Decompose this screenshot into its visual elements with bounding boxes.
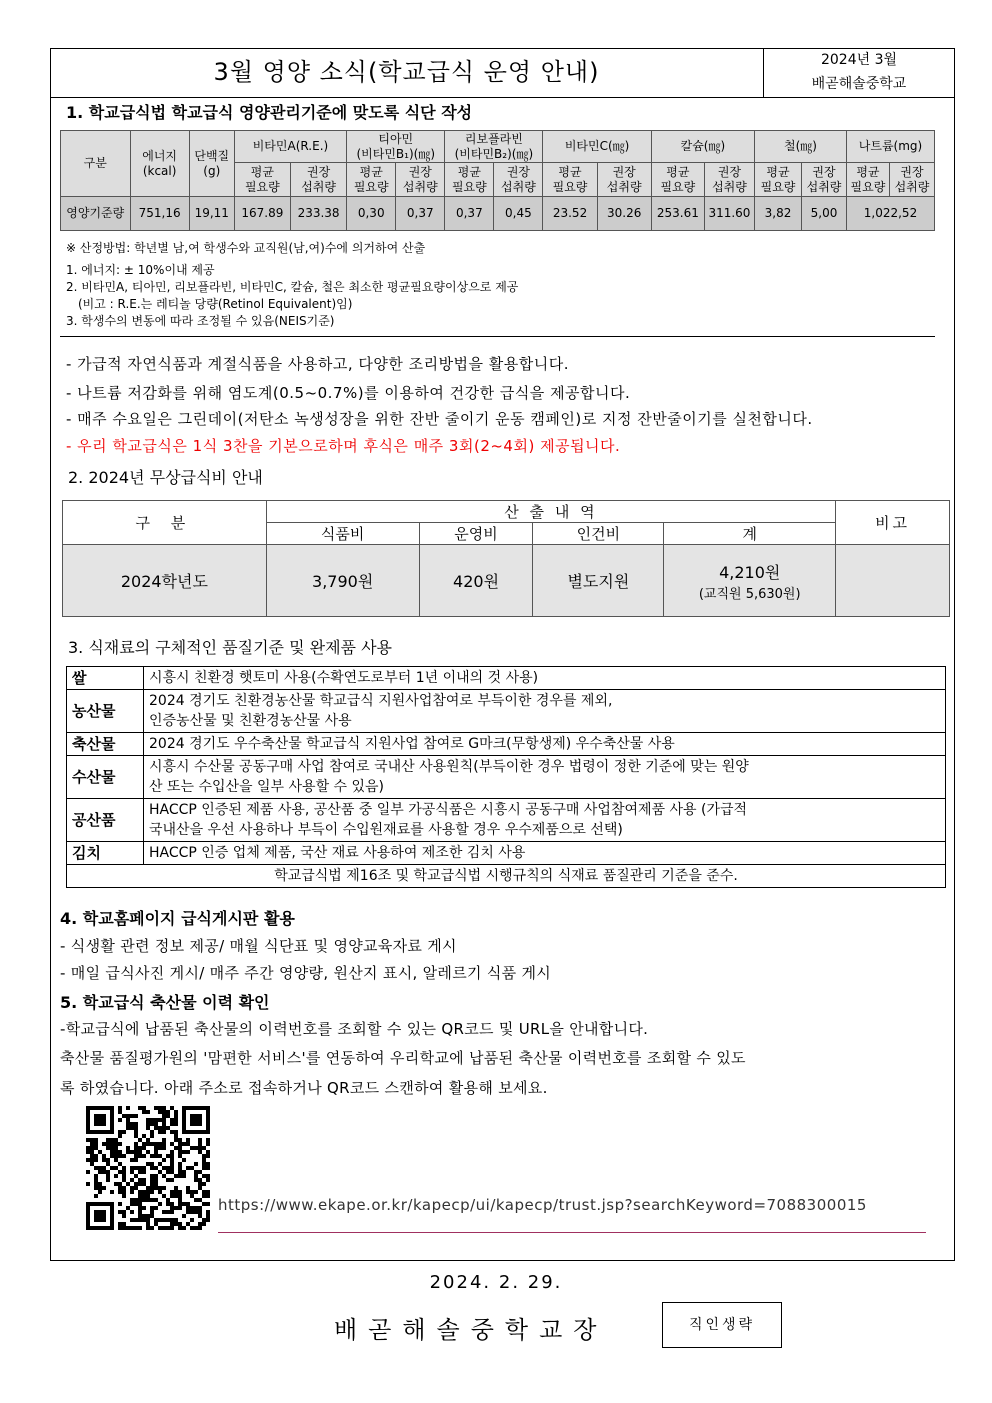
sub-avg: 평균 필요량 xyxy=(543,163,597,197)
note-method: ※ 산정방법: 학년별 남,여 학생수와 교직원(남,여)수에 의거하여 산출 xyxy=(66,241,426,255)
fee-staff: (교직원 5,630원) xyxy=(698,586,801,602)
sub-rec: 권장 섭취량 xyxy=(802,163,847,197)
q-processed-text: HACCP 인증된 제품 사용, 공산품 중 일부 가공식품은 시흥시 공동구매 사업참여제품 사용 (가급적 국내산을 우선 사용하나 부득이 수입원재료를 사용할 경우 우수제품으로 선택) xyxy=(144,799,946,842)
issue-date: 2024년 3월 xyxy=(820,52,898,68)
section4-title: 4. 학교홈페이지 급식게시판 활용 xyxy=(60,909,295,928)
sub-rec: 권장 섭취량 xyxy=(704,163,754,197)
col-gubun: 구분 xyxy=(61,131,131,197)
col-iron: 철(㎎) xyxy=(755,131,847,163)
val-ribo-avg: 0,37 xyxy=(445,197,494,231)
sub-rec: 권장 섭취량 xyxy=(494,163,543,197)
section3-title: 3. 식재료의 구체적인 품질기준 및 완제품 사용 xyxy=(68,638,392,657)
note-remark: (비고 : R.E.는 레티놀 당량(Retinol Equivalent)임) xyxy=(78,297,353,311)
q-seafood-text: 시흥시 수산물 공동구매 사업 참여로 국내산 사용원칙(부득이한 경우 법령이 정한 기준에 맞는 원양 산 또는 수입산을 일부 사용할 수 있음) xyxy=(144,756,946,799)
fee-ops: 420원 xyxy=(419,545,533,617)
sub-avg: 평균 필요량 xyxy=(445,163,494,197)
quality-table xyxy=(66,666,946,888)
col-vitC: 비타민C(㎎) xyxy=(543,131,651,163)
bullet-3: - 매주 수요일은 그린데이(저탄소 녹생성장을 위한 잔반 줄이기 운동 캠페인)로 지정 잔반줄이기를 실천합니다. xyxy=(66,410,813,428)
fee-labor: 별도지원 xyxy=(533,545,664,617)
val-protein: 19,11 xyxy=(189,197,234,231)
q-seafood-label: 수산물 xyxy=(67,756,144,799)
title-bar xyxy=(50,48,955,98)
stamp-box: 직인생략 xyxy=(662,1302,782,1348)
sub-avg: 평균 필요량 xyxy=(234,163,290,197)
fee-col-note: 비고 xyxy=(836,501,950,545)
q-kimchi-label: 김치 xyxy=(67,842,144,865)
fee-col-labor: 인건비 xyxy=(533,523,664,545)
val-fe-avg: 3,82 xyxy=(755,197,802,231)
q-livestock-text: 2024 경기도 우수축산물 학교급식 지원사업 참여로 G마크(무항생제) 우수축산물 사용 xyxy=(144,733,946,756)
sec4-line-2: - 매일 급식사진 게시/ 매주 주간 영양량, 원산지 표시, 알레르기 식품 게시 xyxy=(60,964,552,982)
val-ca-rec: 311.60 xyxy=(704,197,754,231)
sub-rec: 권장 섭취량 xyxy=(290,163,346,197)
bullet-4-highlight: - 우리 학교급식은 1식 3찬을 기본으로하며 후식은 매주 3회(2~4회) 제공됩니다. xyxy=(66,437,621,455)
col-protein: 단백질 (g) xyxy=(189,131,234,197)
qr-code-icon[interactable] xyxy=(86,1106,210,1230)
bullet-2: - 나트륨 저감화를 위해 염도계(0.5~0.7%)를 이용하여 건강한 급식을 제공합니다. xyxy=(66,384,631,402)
meal-fee-table xyxy=(62,500,950,617)
val-sodium: 1,022,52 xyxy=(846,197,934,231)
q-processed-label: 공산품 xyxy=(67,799,144,842)
fee-year: 2024학년도 xyxy=(63,545,267,617)
fee-col-total: 계 xyxy=(664,523,836,545)
section2-title: 2. 2024년 무상급식비 안내 xyxy=(68,468,263,487)
sub-avg: 평균 필요량 xyxy=(755,163,802,197)
val-fe-rec: 5,00 xyxy=(802,197,847,231)
val-ca-avg: 253.61 xyxy=(651,197,704,231)
school-name: 배곧해솔중학교 xyxy=(811,76,907,92)
note-3: 3. 학생수의 변동에 따라 조정될 수 있음(NEIS기준) xyxy=(66,314,335,328)
q-kimchi-text: HACCP 인증 업체 제품, 국산 재료 사용하여 제조한 김치 사용 xyxy=(144,842,946,865)
fee-note xyxy=(836,545,950,617)
q-footer: 학교급식법 제16조 및 학교급식법 시행규칙의 식재료 품질관리 기준을 준수. xyxy=(67,865,946,888)
q-agri-text: 2024 경기도 친환경농산물 학교급식 지원사업참여로 부득이한 경우를 제외, 인증농산물 및 친환경농산물 사용 xyxy=(144,690,946,733)
sub-rec: 권장 섭취량 xyxy=(597,163,651,197)
fee-total: 4,210원 (교직원 5,630원) xyxy=(664,545,836,617)
fee-col-food: 식품비 xyxy=(266,523,419,545)
val-thi-avg: 0,30 xyxy=(347,197,396,231)
note-2: 2. 비타민A, 티아민, 리보플라빈, 비타민C, 칼슘, 철은 최소한 평균필요량이상으로 제공 xyxy=(66,280,519,294)
sub-avg: 평균 필요량 xyxy=(347,163,396,197)
col-thiamin: 티아민 (비타민B₁)(㎎) xyxy=(347,131,445,163)
sub-avg: 평균 필요량 xyxy=(651,163,704,197)
q-rice-label: 쌀 xyxy=(67,667,144,690)
q-agri-label: 농산물 xyxy=(67,690,144,733)
section5-title: 5. 학교급식 축산물 이력 확인 xyxy=(60,993,270,1012)
fee-col-detail: 산 출 내 역 xyxy=(266,501,835,523)
col-energy: 에너지 (kcal) xyxy=(130,131,189,197)
sub-rec: 권장 섭취량 xyxy=(396,163,445,197)
page-title: 3월 영양 소식(학교급식 운영 안내) xyxy=(213,58,600,86)
fee-col-gubun: 구 분 xyxy=(63,501,267,545)
col-sodium: 나트륨(mg) xyxy=(846,131,934,163)
footer-date: 2024. 2. 29. xyxy=(429,1272,563,1293)
principal-name: 배곧해솔중학교장 xyxy=(334,1316,608,1344)
fee-col-ops: 운영비 xyxy=(419,523,533,545)
sub-avg: 평균 필요량 xyxy=(846,163,889,197)
row-label: 영양기준량 xyxy=(61,197,131,231)
q-livestock-label: 축산물 xyxy=(67,733,144,756)
note-1: 1. 에너지: ± 10%이내 제공 xyxy=(66,263,215,277)
sub-rec: 권장 섭취량 xyxy=(889,163,934,197)
col-riboflavin: 리보플라빈 (비타민B₂)(㎎) xyxy=(445,131,543,163)
trace-url-link[interactable]: https://www.ekape.or.kr/kapecp/ui/kapecp/trust.jsp?searchKeyword=7088300015 xyxy=(218,1196,867,1214)
q-rice-text: 시흥시 친환경 햇토미 사용(수확연도로부터 1년 이내의 것 사용) xyxy=(144,667,946,690)
val-thi-rec: 0,37 xyxy=(396,197,445,231)
col-calcium: 칼슘(㎎) xyxy=(651,131,754,163)
nutrition-table xyxy=(60,130,935,231)
val-energy: 751,16 xyxy=(130,197,189,231)
section1-title: 1. 학교급식법 학교급식 영양관리기준에 맞도록 식단 작성 xyxy=(66,103,473,122)
fee-food: 3,790원 xyxy=(266,545,419,617)
sec5-line-2: 축산물 품질평가원의 '맘편한 서비스'를 연동하여 우리학교에 납품된 축산물 이력번호를 조회할 수 있도 xyxy=(60,1049,746,1067)
val-ribo-rec: 0,45 xyxy=(494,197,543,231)
url-underline xyxy=(218,1232,926,1233)
col-vitA: 비타민A(R.E.) xyxy=(234,131,346,163)
bullet-1: - 가급적 자연식품과 계절식품을 사용하고, 다양한 조리방법을 활용합니다. xyxy=(66,355,570,373)
sec4-line-1: - 식생활 관련 정보 제공/ 매월 식단표 및 영양교육자료 게시 xyxy=(60,937,457,955)
divider xyxy=(60,336,935,337)
sec5-line-3: 록 하였습니다. 아래 주소로 접속하거나 QR코드 스캔하여 활용해 보세요. xyxy=(60,1079,548,1097)
val-vitC-avg: 23.52 xyxy=(543,197,597,231)
title-info-box xyxy=(763,48,954,97)
val-vitC-rec: 30.26 xyxy=(597,197,651,231)
sec5-line-1: -학교급식에 납품된 축산물의 이력번호를 조회할 수 있는 QR코드 및 URL을 안내합니다. xyxy=(60,1020,649,1038)
val-vitA-rec: 233.38 xyxy=(290,197,346,231)
val-vitA-avg: 167.89 xyxy=(234,197,290,231)
